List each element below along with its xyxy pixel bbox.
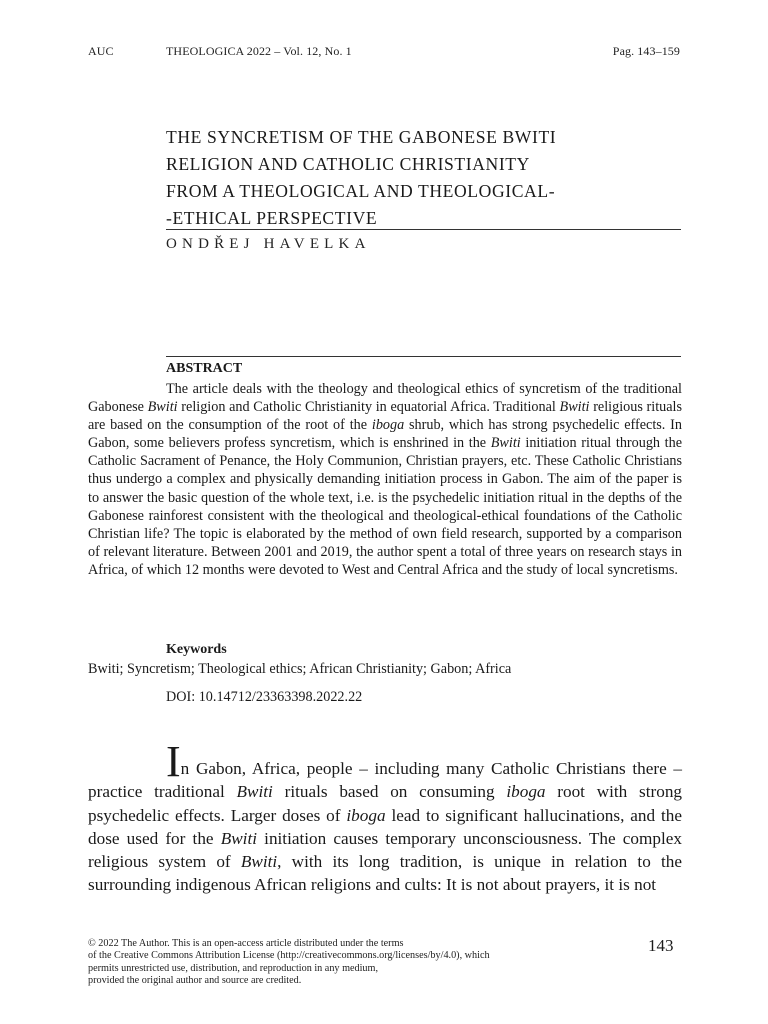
page-range: Pag. 143–159	[612, 44, 680, 58]
title-rule	[166, 229, 681, 230]
article-title	[166, 124, 686, 232]
abstract-rule	[166, 356, 681, 357]
title-line: RELIGION AND CATHOLIC CHRISTIANITY	[166, 154, 530, 174]
title-line: THE SYNCRETISM OF THE GABONESE BWITI	[166, 127, 557, 147]
keywords-list: Bwiti; Syncretism; Theological ethics; African Christianity; Gabon; Africa	[88, 661, 512, 677]
keywords-heading: Keywords	[166, 642, 227, 657]
page-number: 143	[648, 936, 674, 955]
body-paragraph: In Gabon, Africa, people – including many Catholic Christians there – practice traditional Bwiti rituals based on consuming iboga root with strong psychedelic effects. Larger doses of iboga lead to significant hallucinations, and the dose used for the Bwiti initiation causes temporary unconsciousness. The complex religious system of Bwiti, with its long tradition, is unique in relation to the surrounding indigenous African religions and cults: It is not about prayers, it is not	[88, 737, 683, 895]
license-line: of the Creative Commons Attribution License (http://creativecommons.org/licenses/by/4.0), which	[88, 950, 490, 962]
doi-link[interactable]: DOI: 10.14712/23363398.2022.22	[166, 689, 363, 705]
license-line: © 2022 The Author. This is an open-access article distributed under the terms	[88, 938, 404, 949]
author-name: ONDŘEJ HAVELKA	[166, 236, 371, 252]
title-line: FROM A THEOLOGICAL AND THEOLOGICAL-	[166, 181, 556, 201]
journal-volume: THEOLOGICA 2022 – Vol. 12, No. 1	[166, 44, 352, 58]
abstract-text: The article deals with the theology and theological ethics of syncretism of the traditional Gabonese Bwiti religion and Catholic Christianity in equatorial Africa. Traditional Bwiti religious rituals are based on the consumption of the root of the iboga shrub, which has strong psychedelic effects. In Gabon, some believers profess syncretism, which is enshrined in the Bwiti initiation ritual through the Catholic Sacrament of Penance, the Holy Communion, Christian prayers, etc. These Catholic Christians thus undergo a complex and physically demanding initiation process in Gabon. The aim of the paper is to answer the basic question of the whole text, i.e. is the psychedelic initiation ritual in the depths of the Gabonese rainforest consistent with the theological and theological-ethical foundations of the Catholic Christian life? The topic is elaborated by the method of own field research, supported by a comparison of relevant literature. Between 2001 and 2019, the author spent a total of three years on research stays in Africa, of which 12 months were devoted to West and Central Africa and the study of local syncretisms.	[88, 381, 683, 578]
license-line: permits unrestricted use, distribution, and reproduction in any medium,	[88, 962, 379, 974]
abstract-heading: ABSTRACT	[166, 361, 243, 376]
journal-short-name: AUC	[88, 44, 114, 58]
title-line: -ETHICAL PERSPECTIVE	[166, 208, 378, 228]
license-notice	[88, 938, 608, 987]
drop-cap: I	[166, 737, 181, 786]
license-line: provided the original author and source are credited.	[88, 974, 302, 986]
